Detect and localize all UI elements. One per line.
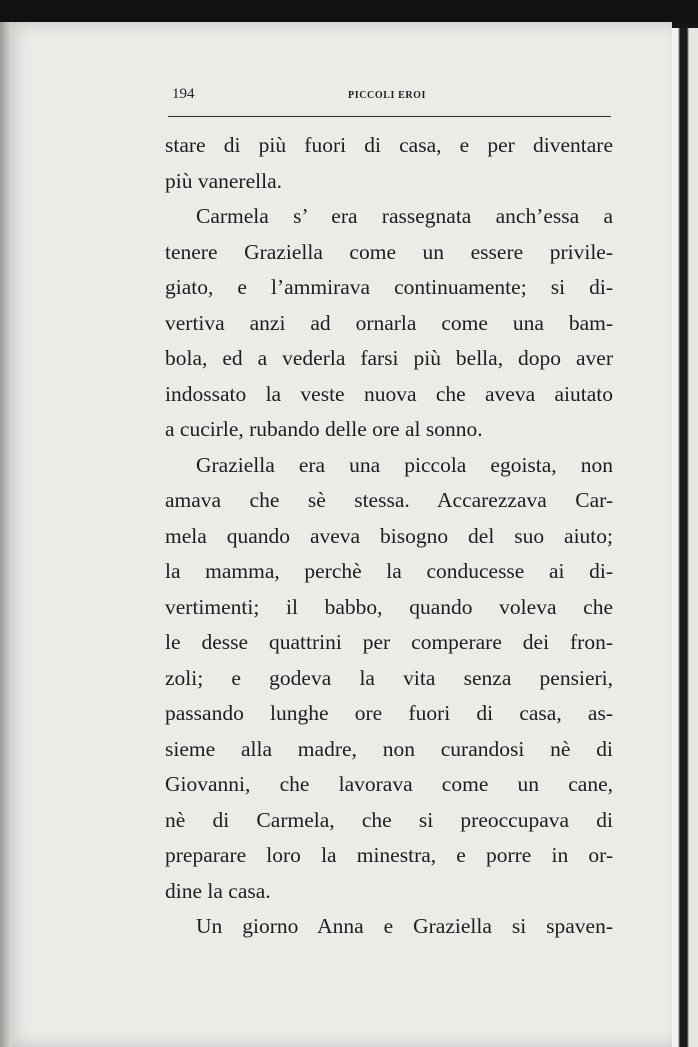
page-edge-stack: [672, 28, 698, 1047]
text-line: Carmela s’ era rassegnata anch’essa a: [196, 204, 613, 228]
text-line: vertimenti; il babbo, quando voleva che: [165, 594, 613, 619]
text-line: giato, e l’ammirava continuamente; si di-: [165, 275, 613, 299]
text-line: Un giorno Anna e Graziella si spaven-: [196, 914, 613, 938]
running-title: PICCOLI EROI: [348, 90, 427, 101]
text-line: la mamma, perchè la conducesse ai di-: [165, 559, 613, 583]
running-header: [172, 84, 612, 114]
text-line: nè di Carmela, che si preoccupava di: [165, 807, 613, 832]
text-line: tenere Graziella come un essere privile-: [165, 239, 613, 264]
text-line: amava che sè stessa. Accarezzava Car-: [165, 488, 613, 512]
text-line: a cucirle, rubando delle ore al sonno.: [165, 417, 483, 441]
text-line: vertiva anzi ad ornarla come una bam-: [165, 310, 613, 335]
text-line: Giovanni, che lavorava come un cane,: [165, 772, 613, 796]
text-line: zoli; e godeva la vita senza pensieri,: [165, 665, 613, 690]
text-line: Graziella era una piccola egoista, non: [196, 452, 613, 477]
body-text: [165, 128, 613, 945]
header-rule: [168, 116, 611, 117]
text-line: dine la casa.: [165, 878, 271, 903]
text-line: mela quando aveva bisogno del suo aiuto;: [165, 523, 613, 548]
text-line: bola, ed a vederla farsi più bella, dopo aver: [165, 346, 613, 370]
text-line: più vanerella.: [165, 168, 283, 193]
text-line: indossato la veste nuova che aveva aiutato: [165, 381, 613, 406]
page-gutter-shadow: [0, 22, 12, 1047]
page-number: 194: [172, 86, 195, 102]
text-line: sieme alla madre, non curandosi nè di: [165, 736, 613, 761]
text-line: passando lunghe ore fuori di casa, as-: [165, 701, 613, 725]
text-line: stare di più fuori di casa, e per diventare: [165, 133, 613, 157]
scan-top-border: [0, 0, 698, 24]
text-line: preparare loro la minestra, e porre in or-: [165, 843, 613, 867]
text-line: le desse quattrini per comperare dei fron-: [165, 630, 613, 654]
